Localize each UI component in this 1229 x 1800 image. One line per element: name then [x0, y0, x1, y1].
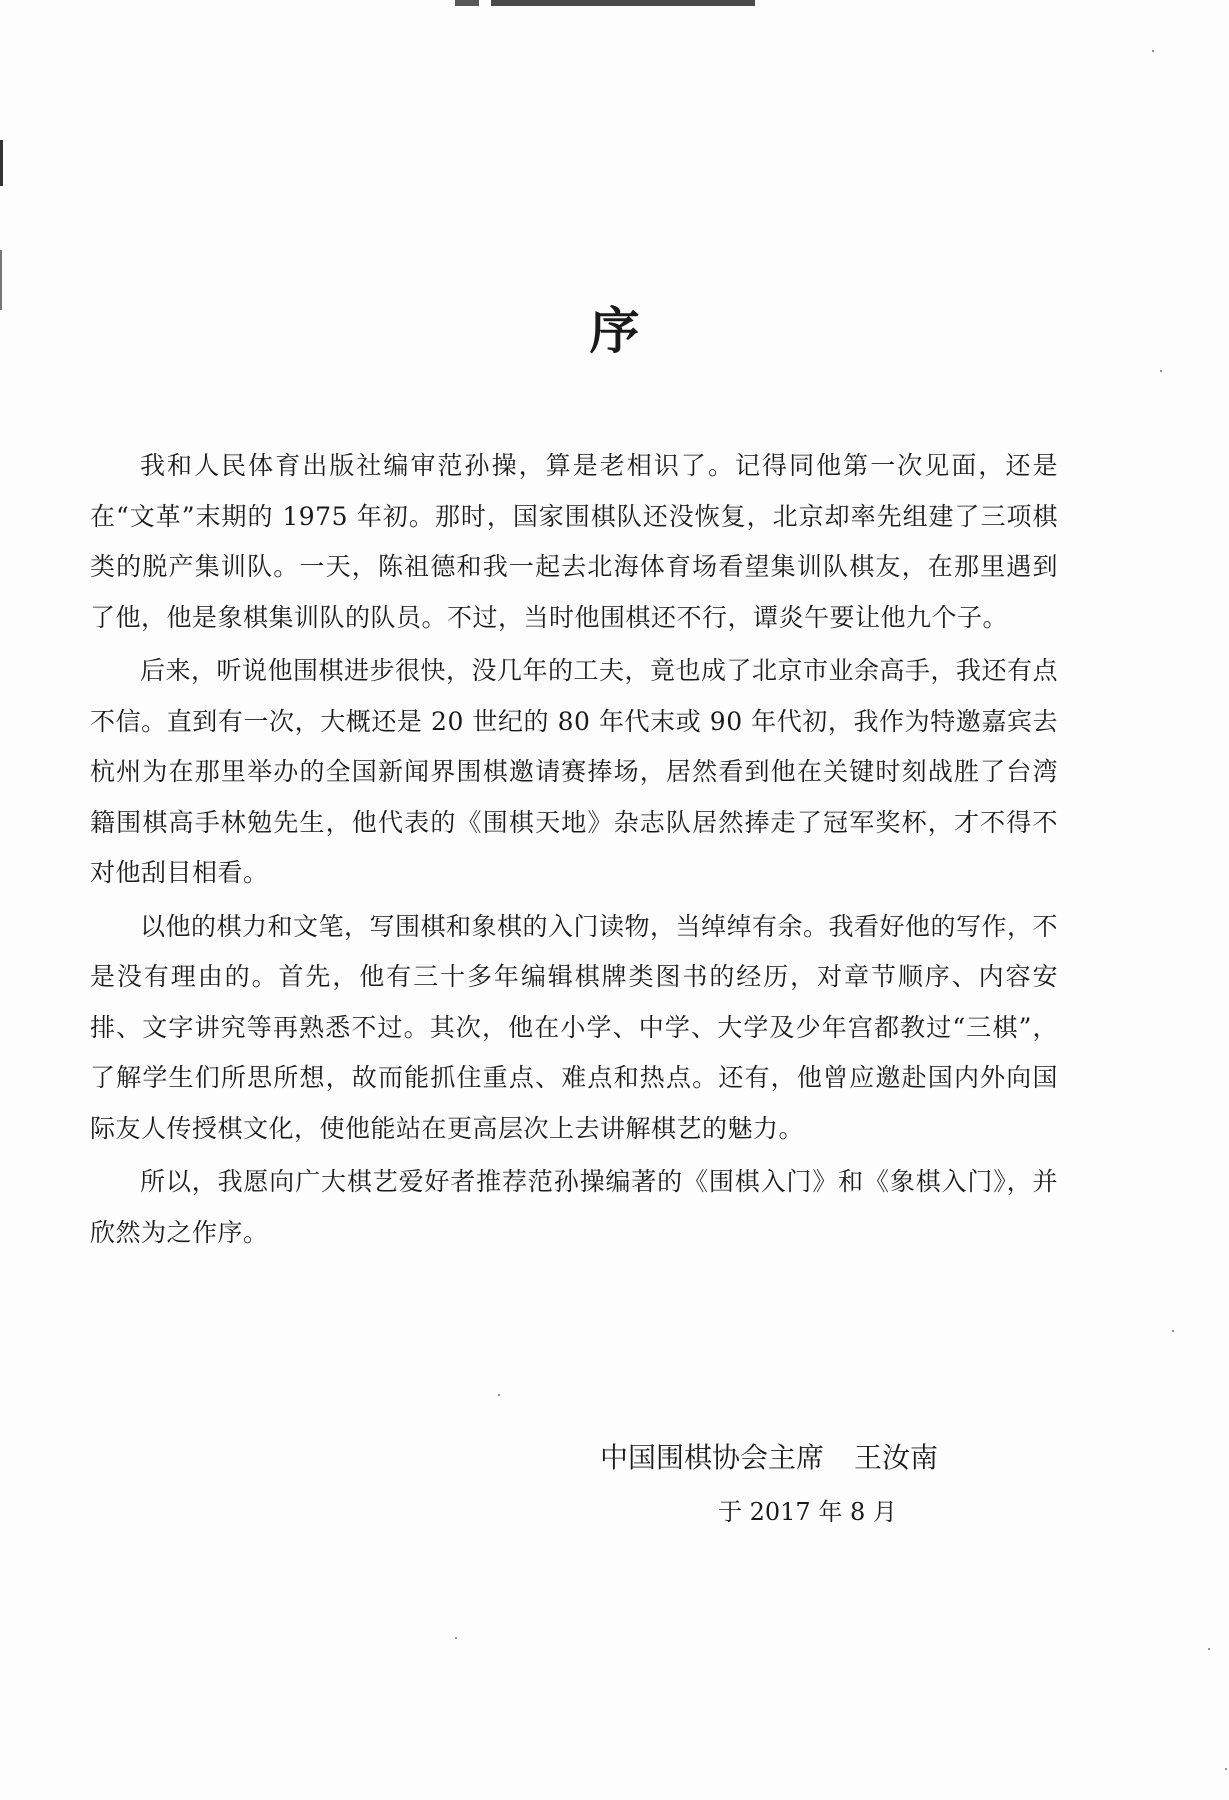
scan-speck — [498, 1394, 500, 1396]
paragraph: 以他的棋力和文笔，写围棋和象棋的入门读物，当绰绰有余。我看好他的写作，不是没有理由的。首先，他有三十多年编辑棋牌类图书的经历，对章节顺序、内容安排、文字讲究等再熟悉不过。其次，他在小学、中学、大学及少年宫都教过“三棋”，了解学生们所思所想，故而能抓住重点、难点和热点。还有，他曾应邀赴国内外向国际友人传授棋文化，使他能站在更高层次上去讲解棋艺的魅力。 — [90, 911, 1059, 1143]
signature-line — [600, 1436, 938, 1480]
scan-artifact-top — [455, 0, 755, 6]
scan-speck — [1225, 1768, 1227, 1770]
scan-speck — [1172, 1330, 1174, 1332]
paragraph: 所以，我愿向广大棋艺爱好者推荐范孙操编著的《围棋入门》和《象棋入门》，并欣然为之作序。 — [90, 1167, 1058, 1247]
signature-date: 于 2017 年 8 月 — [718, 1498, 897, 1526]
preface-body — [90, 441, 1058, 1261]
scan-speck — [1208, 1648, 1210, 1650]
paragraph: 我和人民体育出版社编审范孙操，算是老相识了。记得同他第一次见面，还是在“文革”末期的 1975 年初。那时，国家围棋队还没恢复，北京却率先组建了三项棋类的脱产集训队。一天，陈祖德和我一起去北海体育场看望集训队棋友，在那里遇到了他，他是象棋集训队的队员。不过，当时他围棋还不行，谭炎午要让他九个子。 — [90, 451, 1058, 632]
scan-speck — [455, 1637, 457, 1639]
page-title: 序 — [589, 300, 640, 360]
paragraph: 后来，听说他围棋进步很快，没几年的工夫，竟也成了北京市业余高手，我还有点不信。直到有一次，大概还是 20 世纪的 80 年代末或 90 年代初，我作为特邀嘉宾去杭州为在那里举办的全国新闻界围棋邀请赛捧场，居然看到他在关键时刻战胜了台湾籍围棋高手林勉先生，他代表的《围棋天地》杂志队居然捧走了冠军奖杯，才不得不对他刮目相看。 — [90, 656, 1059, 887]
scan-speck — [1152, 50, 1154, 52]
scan-artifact-left — [0, 140, 3, 186]
signature-name: 王汝南 — [854, 1441, 939, 1474]
scan-speck — [1160, 370, 1162, 372]
signature-position: 中国围棋协会主席 — [600, 1441, 825, 1474]
